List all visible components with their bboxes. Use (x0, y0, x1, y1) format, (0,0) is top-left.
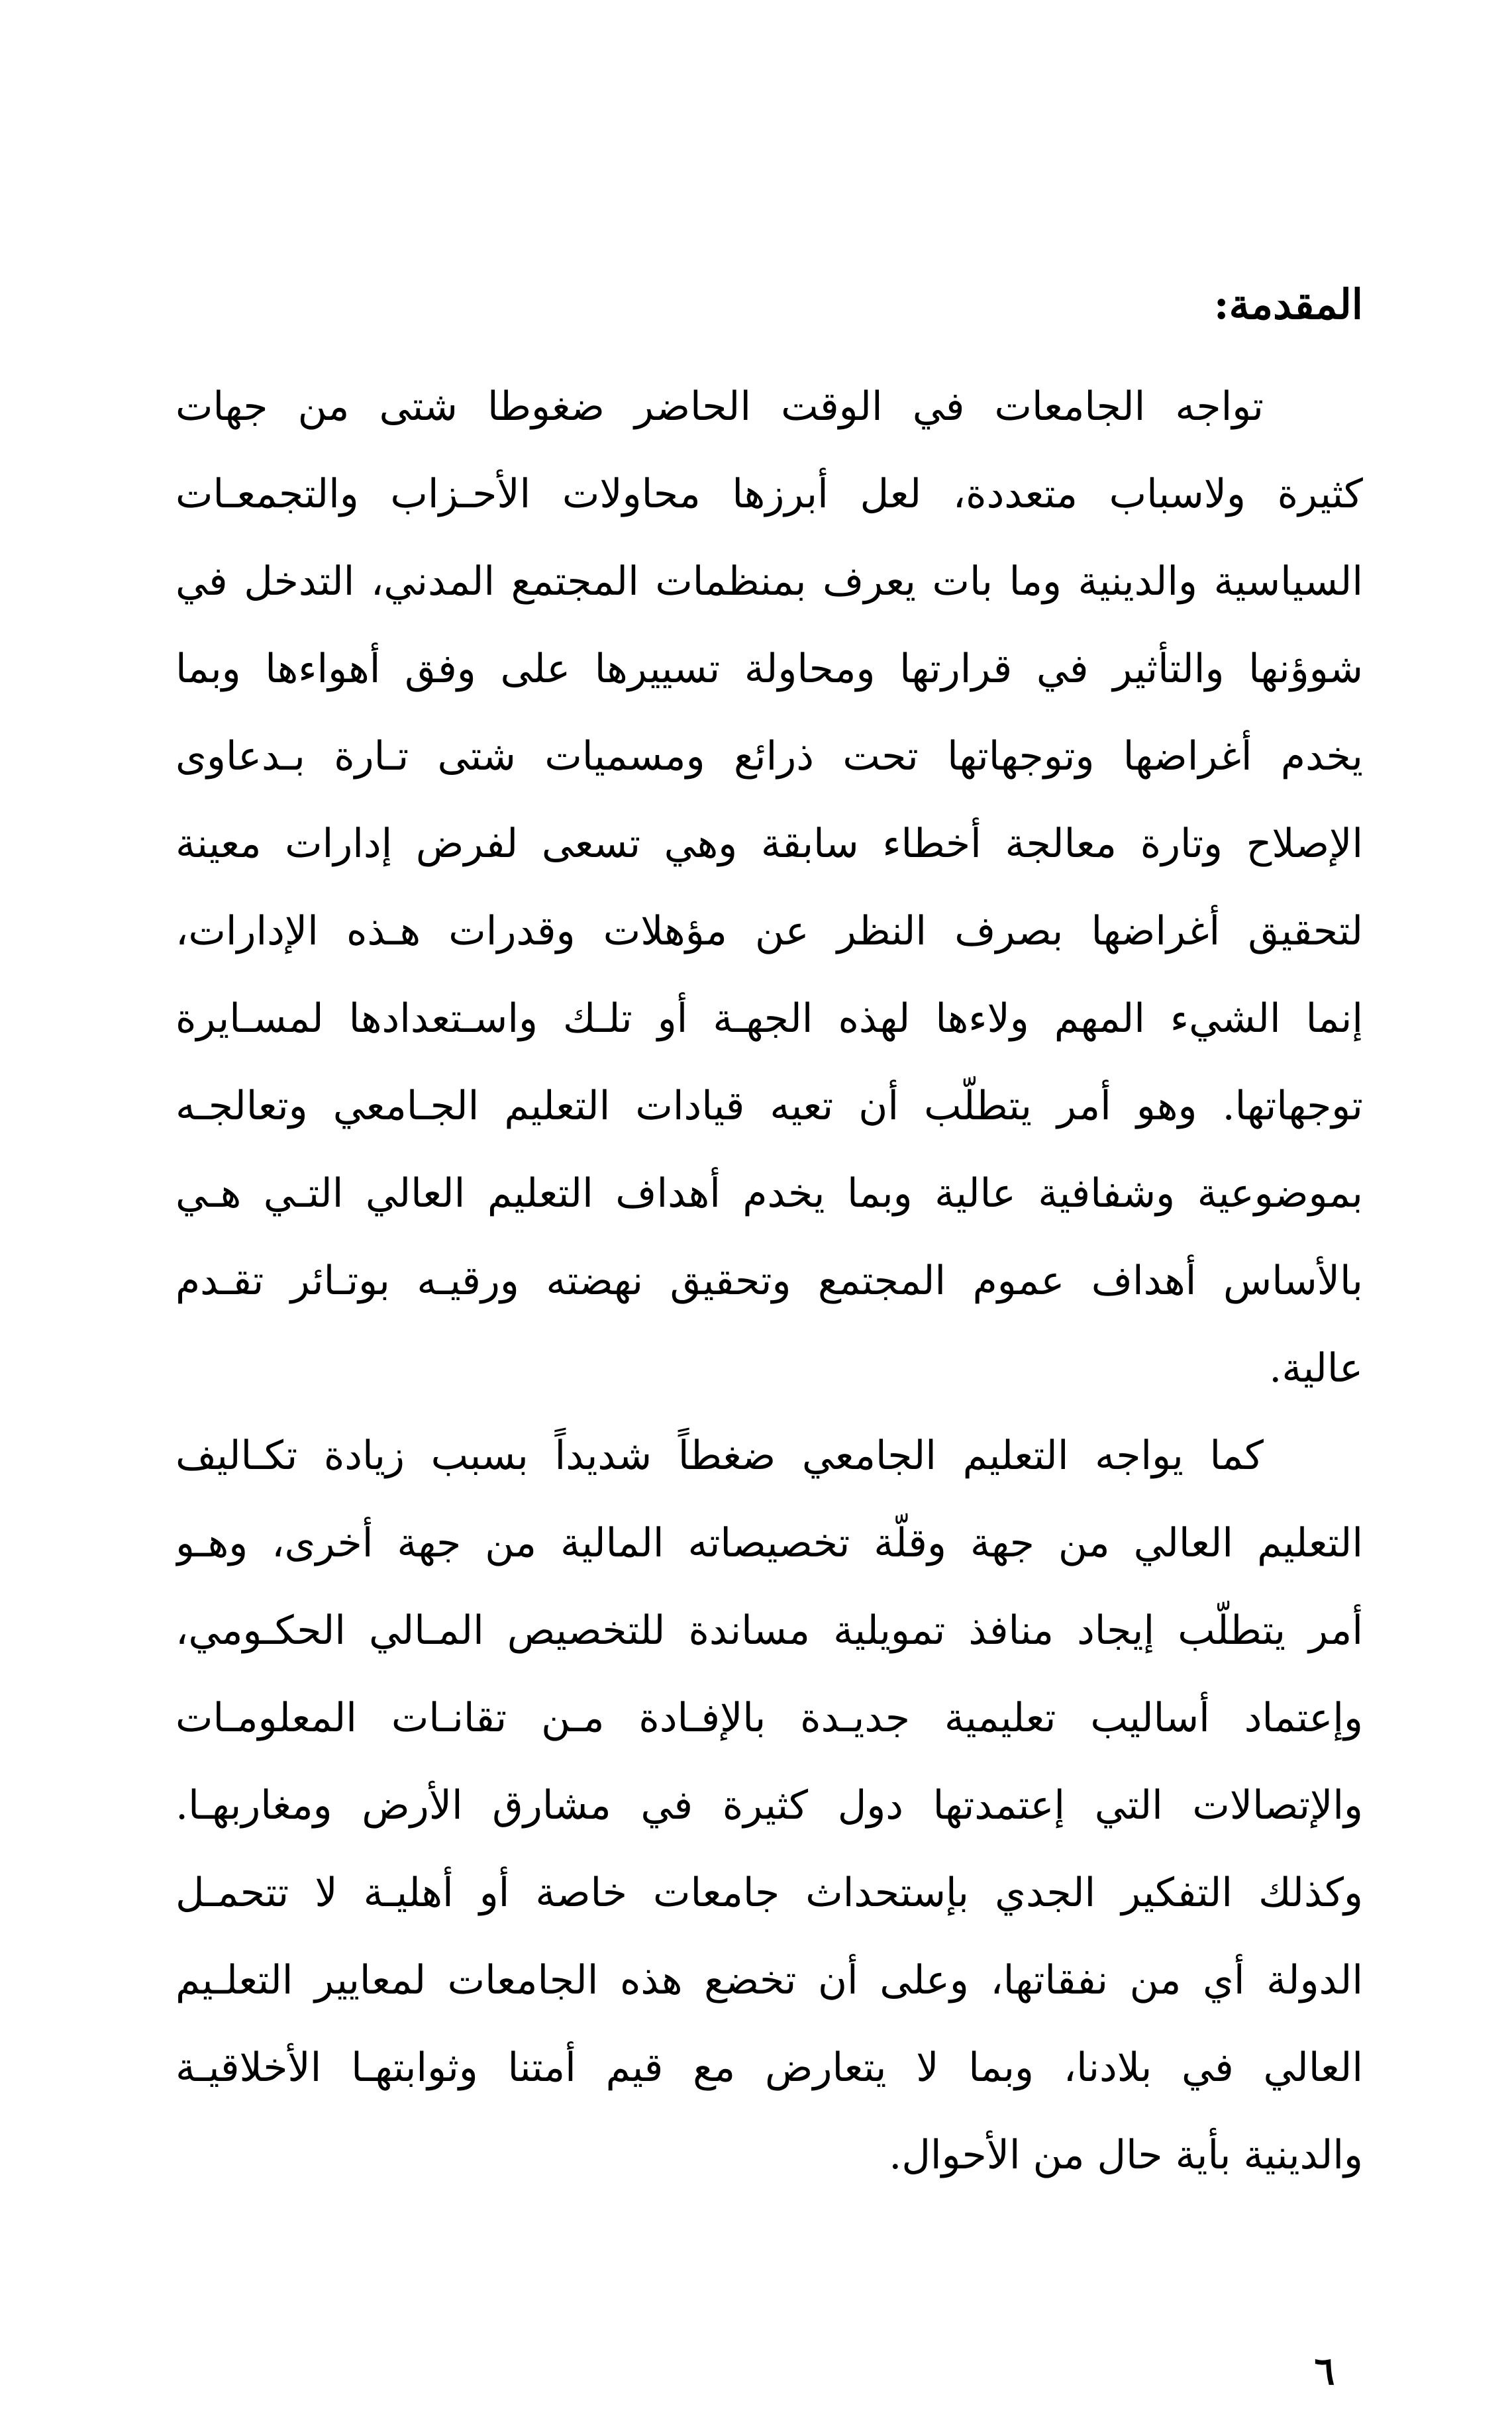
text-line: يخدم أغراضها وتوجهاتها تحت ذرائع ومسميات شتى تـارة بـدعاوى (176, 733, 1363, 780)
text-line: الدولة أي من نفقاتها، وعلى أن تخضع هذه الجامعات لمعايير التعلـيم (176, 1957, 1363, 2003)
text-line: بموضوعية وشفافية عالية وبما يخدم أهداف التعليم العالي التـي هـي (176, 1170, 1363, 1217)
text-line: والإتصالات التي إعتمدتها دول كثيرة في مشارق الأرض ومغاربهـا. (176, 1782, 1363, 1829)
text-line: وكذلك التفكير الجدي بإستحداث جامعات خاصة أو أهليـة لا تتحمـل (176, 1870, 1363, 1916)
text-line: السياسية والدينية وما بات يعرف بمنظمات المجتمع المدني، التدخل في (176, 558, 1363, 605)
text-line: العالي في بلادنا، وبما لا يتعارض مع قيم أمتنا وثوابتهـا الأخلاقيـة (176, 2045, 1363, 2091)
text-line: شوؤنها والتأثير في قرارتها ومحاولة تسييرها على وفق أهواءها وبما (176, 646, 1363, 692)
text-line: الإصلاح وتارة معالجة أخطاء سابقة وهي تسعى لفرض إدارات معينة (176, 821, 1363, 867)
text-line: توجهاتها. وهو أمر يتطلّب أن تعيه قيادات التعليم الجـامعي وتعالجـه (176, 1083, 1363, 1129)
text-line: لتحقيق أغراضها بصرف النظر عن مؤهلات وقدرات هـذه الإدارات، (176, 908, 1363, 954)
body-text (176, 363, 1363, 2199)
text-line: وإعتماد أساليب تعليمية جديـدة بالإفـادة مـن تقانـات المعلومـات (176, 1695, 1363, 1741)
text-line: بالأساس أهداف عموم المجتمع وتحقيق نهضته ورقيـه بوتـائر تقـدم (176, 1258, 1363, 1304)
text-line: تواجه الجامعات في الوقت الحاضر ضغوطا شتى من جهات (176, 383, 1264, 430)
text-line: كثيرة ولاسباب متعددة، لعل أبرزها محاولات الأحـزاب والتجمعـات (176, 471, 1363, 517)
text-line: عالية. (1269, 1345, 1363, 1392)
text-line: كما يواجه التعليم الجامعي ضغطاً شديداً بسبب زيادة تكـاليف (176, 1433, 1264, 1479)
text-line: التعليم العالي من جهة وقلّة تخصيصاته المالية من جهة أخرى، وهـو (176, 1520, 1363, 1566)
text-line: والدينية بأية حال من الأحوال. (889, 2132, 1363, 2178)
text-line: إنما الشيء المهم ولاءها لهذه الجهـة أو تلـك واسـتعدادها لمسـايرة (176, 995, 1363, 1042)
section-heading: المقدمة: (1213, 280, 1363, 329)
text-line: أمر يتطلّب إيجاد منافذ تمويلية مساندة للتخصيص المـالي الحكـومي، (176, 1607, 1363, 1654)
page-number: ٦ (1314, 2349, 1335, 2394)
